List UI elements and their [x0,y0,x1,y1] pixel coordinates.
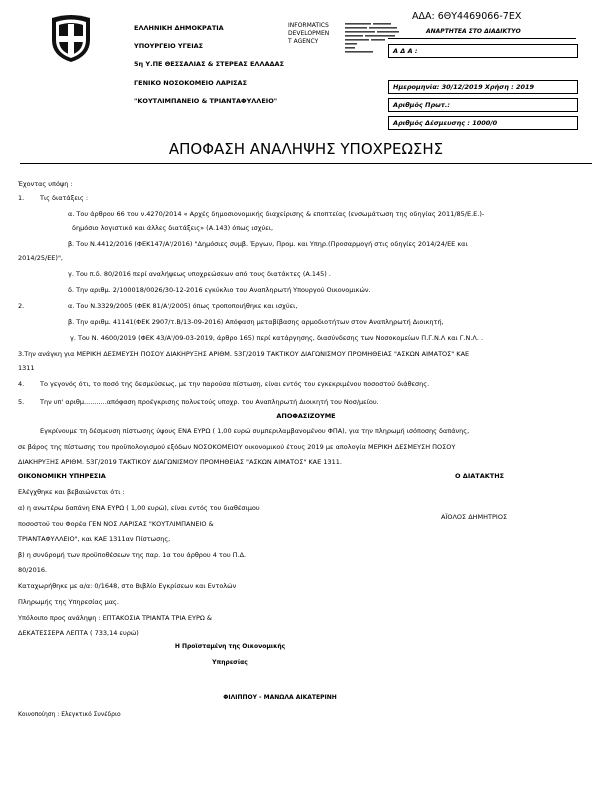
finance-remaining-line-1: Υπόλοιπο προς ανάληψη : ΕΠΤΑΚΟΣΙΑ ΤΡΙΑΝΤΑ ΤΡΙΑ ΕΥΡΩ & [18,614,212,622]
decision-line-3: ΔΙΑΚΗΡΥΞΗΣ ΑΡΙΘΜ. 53Γ/2019 ΤΑΚΤΙΚΟΥ ΔΙΑΓΩΝΙΣΜΟΥ ΠΡΟΜΗΘΕΙΑΣ "ΑΣΚΩΝ ΑΙΜΑΤΟΣ" ΚΑΕ 1311. [18,458,342,466]
item-2-number: 2. [18,302,25,310]
item-4-text: Το γεγονός ότι, το ποσό της δεσμεύσεως, με την παρούσα πίστωση, είναι εντός του εγκεκριμένου ποσοστού διάθεσης. [40,380,430,388]
finance-head-title-line-2: Υπηρεσίας [212,659,248,666]
finance-b-line-1: β) η συνδρομή των προϋποθέσεων της παρ. 1α του άρθρου 4 του Π.Δ. [18,551,247,559]
title-rule [20,163,592,164]
ada-box-rule [388,38,576,39]
agency-line-1: INFORMATICS [288,22,329,29]
protocol-box [388,98,578,112]
finance-a-line-3: ΤΡΙΑΝΤΑΦΥΛΛΕΙΟ", και ΚΑΕ 1311αν Πίστωσης, [18,535,171,543]
finance-registered-line-2: Πληρωμής της Υπηρεσίας μας. [18,598,119,606]
notification-line: Κοινοποίηση : Ελεγκτικό Συνέδριο [18,711,121,718]
ada-box [388,44,578,58]
agency-line-2: DEVELOPMEN [288,30,330,37]
finance-checked: Ελέγχθηκε και βεβαιώνεται ότι : [18,488,125,496]
decision-line-1: Εγκρίνουμε τη δέσμευση πίστωσης ύψους ΕΝΑ ΕΥΡΩ ( 1,00 ευρώ συμπεριλαμβανομένου ΦΠΑ), για την πληρωμή ισόποσης δαπάνης, [40,427,470,435]
finance-remaining-line-2: ΔΕΚΑΤΕΣΣΕΡΑ ΛΕΠΤΑ ( 733,14 ευρώ) [18,629,139,637]
commitment-box [388,116,578,130]
decision-line-2: σε βάρος της πίστωσης του προϋπολογισμού εξόδων ΝΟΣΟΚΟΜΕΙΟΥ οικονομικού έτους 2019 με απολογία ΜΕΡΙΚΗ ΔΕΣΜΕΥΣΗ ΠΟΣΟΥ [18,443,456,451]
date-box-label: Ημερομηνία: 30/12/2019 Χρήση : 2019 [393,83,535,91]
header-line-republic: ΕΛΛΗΝΙΚΗ ΔΗΜΟΚΡΑΤΙΑ [134,24,224,32]
intro-text: Έχοντας υπόψη : [18,180,73,188]
item-2-a: α. Του Ν.3329/2005 (ΦΕΚ 81/Α'/2005) όπως τροποποιήθηκε και ισχύει, [68,302,298,310]
posted-online-label: ΑΝΑΡΤΗΤΕΑ ΣΤΟ ΔΙΑΔΙΚΤΥΟ [426,28,521,35]
item-1-label: Τις διατάξεις : [40,194,89,202]
finance-head-name: ΦΙΛΙΠΠΟΥ - ΜΑΝΩΛΑ ΑΙΚΑΤΕΡΙΝΗ [223,694,337,701]
agency-line-3: T AGENCY [288,38,319,45]
header-line-region: 5η Υ.ΠΕ ΘΕΣΣΑΛΙΑΣ & ΣΤΕΡΕΑΣ ΕΛΛΑΔΑΣ [134,60,285,68]
provision-b-line-1: β. Του Ν.4412/2016 (ΦΕΚ147/Α'/2016) "Δημόσιες συμβ. Έργων, Προμ. και Υπηρ.(Προσαρμογή στις οδηγίες 2014/24/ΕΕ και [68,240,468,248]
ada-code: ΑΔΑ: 6ΘΥ4469066-7ΕΧ [412,11,522,22]
provision-a-line-2: δημόσιο λογιστικό και άλλες διατάξεις» (Α.143) όπως ισχύει, [72,224,274,232]
finance-head-title-line-1: Η Προϊσταμένη της Οικονομικής [174,643,286,650]
item-3-line-1: 3.Την ανάγκη για ΜΕΡΙΚΗ ΔΕΣΜΕΥΣΗ ΠΟΣΟΥ ΔΙΑΚΗΡΥΞΗΣ ΑΡΙΘΜ. 53Γ/2019 ΤΑΚΤΙΚΟΥ ΔΙΑΓΩΝΙΣΜΟΥ ΠΡΟΜΗΘΕΙΑΣ "ΑΣΚΩΝ ΑΙΜΑΤΟΣ" ΚΑΕ [18,350,470,358]
decision-heading: ΑΠΟΦΑΣΙΖΟΥΜΕ [276,412,336,420]
provision-a-line-1: α. Του άρθρου 66 του ν.4270/2014 « Αρχές δημοσιονομικής διαχείρισης & εποπτείας (ενσωμάτωση της οδηγίας 2011/85/Ε.Ε.)- [68,210,485,218]
finance-a-line-1: α) η ανωτέρω δαπάνη ΕΝΑ ΕΥΡΩ ( 1,00 ευρώ), είναι εντός του διαθέσιμου [18,504,260,512]
header-line-hospital: ΓΕΝΙΚΟ ΝΟΣΟΚΟΜΕΙΟ ΛΑΡΙΣΑΣ [134,79,248,87]
header-line-hospital-name: "ΚΟΥΤΛΙΜΠΑΝΕΙΟ & ΤΡΙΑΝΤΑΦΥΛΛΕΙΟ" [134,97,278,105]
signatory-name: ΑΪΟΛΟΣ ΔΗΜΗΤΡΙΟΣ [441,513,508,521]
provision-g: γ. Του π.δ. 80/2016 περί αναλήψεως υποχρεώσεων από τους διατάκτες (Α.145) . [68,270,331,278]
signatory-role: Ο ΔΙΑΤΑΚΤΗΣ [455,472,505,480]
greek-coat-of-arms-icon [48,14,94,64]
document-title: ΑΠΟΦΑΣΗ ΑΝΑΛΗΨΗΣ ΥΠΟΧΡΕΩΣΗΣ [168,140,444,158]
item-4-number: 4. [18,380,25,388]
finance-a-line-2: ποσοστού του Φορέα ΓΕΝ ΝΟΣ ΛΑΡΙΣΑΣ "ΚΟΥΤΛΙΜΠΑΝΕΙΟ & [18,520,214,528]
finance-b-line-2: 80/2016. [18,566,48,574]
item-2-b: β. Την αριθμ. 41141(ΦΕΚ 2907/τ.Β/13-09-2016) Απόφαση μεταβίβασης αρμοδιοτήτων στον Αναπληρωτή Διοικητή, [68,318,444,326]
finance-heading: ΟΙΚΟΝΟΜΙΚΗ ΥΠΗΡΕΣΙΑ [18,472,106,480]
item-2-g: γ. Του Ν. 4600/2019 (ΦΕΚ 43/Α'/09-03-2019, άρθρο 165) περί κατάργησης, διασύνδεσης των Νοσοκομείων Π.Γ.Ν.Λ και Γ.Ν.Λ. . [70,334,484,342]
item-3-line-2: 1311 [18,364,35,372]
item-5-number: 5. [18,398,25,406]
ada-box-label: Α Δ Α : [393,47,418,55]
provision-d: δ. Την αριθμ. 2/100018/0026/30-12-2016 εγκύκλιο του Αναπληρωτή Υπουργού Οικονομικών. [68,286,371,294]
provision-b-line-2: 2014/25/ΕΕ)", [18,254,63,262]
finance-registered-line-1: Καταχωρήθηκε με α/α: 0/1648, στο Βιβλίο Εγκρίσεων και Εντολών [18,582,237,590]
item-1-number: 1. [18,194,25,202]
header-line-ministry: ΥΠΟΥΡΓΕΙΟ ΥΓΕΙΑΣ [134,42,204,50]
protocol-box-label: Αριθμός Πρωτ.: [393,101,451,109]
date-box [388,80,578,94]
item-5-text: Την υπ' αριθμ...........απόφαση προέγκρισης πολυετούς υποχρ. του Αναπληρωτή Διοικητή του Νοσ/μείου. [40,398,379,406]
commitment-box-label: Αριθμός Δέσμευσης : 1000/0 [393,119,498,127]
